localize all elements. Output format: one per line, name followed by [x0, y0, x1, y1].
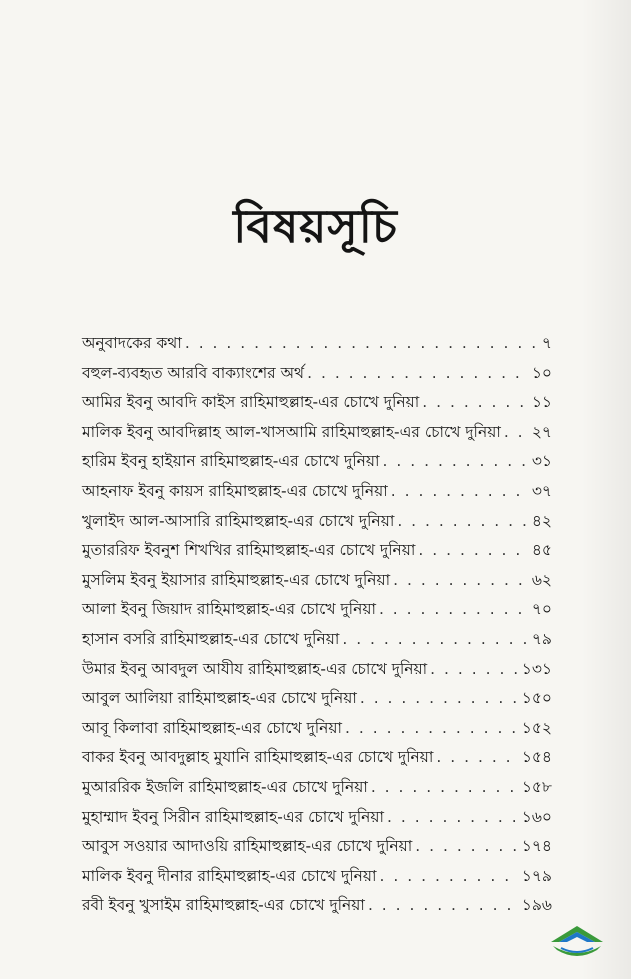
toc-leader-dots	[380, 869, 519, 885]
toc-leader-dots	[342, 632, 529, 648]
toc-page-number: ১৫৮	[521, 778, 552, 796]
toc-page-number: ৭০	[531, 600, 552, 619]
toc-page-number: ১০	[531, 363, 552, 382]
toc-leader-dots	[345, 721, 519, 737]
toc-leader-dots	[436, 750, 518, 766]
toc-leader-dots	[387, 810, 519, 826]
toc-entry-label: বাকর ইবনু আবদুল্লাহ মুযানি রাহিমাহুল্লাহ-এর চোখে দুনিয়া	[82, 748, 434, 767]
toc-entry	[82, 326, 552, 356]
toc-page-number: ৩৭	[531, 482, 552, 501]
toc-page-number: ১৫২	[521, 718, 552, 737]
toc-entry-label: অনুবাদকের কথা	[82, 334, 182, 353]
toc-entry	[82, 444, 552, 474]
toc-leader-dots	[391, 484, 529, 500]
toc-entry-label: মালিক ইবনু আবদিল্লাহ আল-খাসআমি রাহিমাহুল্লাহ-এর চোখে দুনিয়া	[82, 422, 501, 441]
toc-entry	[82, 563, 552, 593]
toc-entry	[82, 622, 552, 652]
toc-entry-label: বহুল-ব্যবহৃত আরবি বাক্যাংশের অর্থ	[82, 363, 305, 382]
toc-entry-label: মালিক ইবনু দীনার রাহিমাহুল্লাহ-এর চোখে দুনিয়া	[82, 866, 377, 885]
toc-entry-label: মুআররিক ইজলি রাহিমাহুল্লাহ-এর চোখে দুনিয়া	[82, 778, 368, 796]
toc-entry-label: আবুস সওয়ার আদাওয়ি রাহিমাহুল্লাহ-এর চোখে দুনিয়া	[82, 837, 413, 856]
toc-entry-label: আবুল আলিয়া রাহিমাহুল্লাহ-এর চোখে দুনিয়া	[82, 689, 357, 708]
toc-entry	[82, 415, 552, 445]
toc-page-number: ৩১	[531, 452, 552, 471]
toc-page-number: ৭৯	[531, 630, 552, 649]
page-edge-shadow	[581, 0, 631, 979]
toc-entry	[82, 652, 552, 682]
toc-leader-dots	[383, 454, 529, 470]
toc-entry	[82, 592, 552, 622]
toc-entry	[82, 888, 552, 918]
toc-entry	[82, 504, 552, 534]
toc-leader-dots	[397, 514, 529, 530]
toc-entry	[82, 711, 552, 741]
publisher-logo-icon	[547, 920, 607, 960]
toc-leader-dots	[368, 898, 519, 914]
toc-entry	[82, 385, 552, 415]
toc-leader-dots	[393, 573, 529, 589]
toc-page-number: ২৭	[531, 422, 552, 441]
toc-page-number: ১১	[531, 393, 552, 412]
toc-leader-dots	[504, 425, 529, 441]
toc-leader-dots	[360, 691, 519, 707]
toc-leader-dots	[418, 543, 528, 559]
toc-entry-label: হাসান বসরি রাহিমাহুল্লাহ-এর চোখে দুনিয়া	[82, 630, 340, 649]
toc-leader-dots	[371, 780, 519, 796]
toc-page-number: ১৫৪	[521, 748, 552, 767]
toc-entry-label: খুলাইদ আল-আসারি রাহিমাহুল্লাহ-এর চোখে দুনিয়া	[82, 511, 395, 530]
toc-page-number: ৬২	[531, 570, 552, 589]
toc-leader-dots	[422, 395, 529, 411]
toc-entry	[82, 829, 552, 859]
toc-entry	[82, 533, 552, 563]
toc-page-number: ৭	[541, 334, 552, 353]
toc-entry	[82, 681, 552, 711]
toc-leader-dots	[307, 366, 529, 382]
toc-page-number: ১৬০	[521, 807, 552, 826]
toc-page-number: ৪২	[531, 511, 552, 530]
toc-entry-label: আবূ কিলাবা রাহিমাহুল্লাহ-এর চোখে দুনিয়া	[82, 718, 343, 737]
toc-page-number: ১৯৬	[521, 896, 552, 915]
toc-leader-dots	[415, 839, 519, 855]
toc-entry-label: হারিম ইবনু হাইয়ান রাহিমাহুল্লাহ-এর চোখে দুনিয়া	[82, 452, 380, 471]
toc-page-number: ১৭৪	[521, 837, 552, 856]
toc-entry	[82, 740, 552, 770]
toc-entry-label: উমার ইবনু আবদুল আযীয রাহিমাহুল্লাহ-এর চোখে দুনিয়া	[82, 659, 428, 678]
toc-entry-label: আহনাফ ইবনু কায়স রাহিমাহুল্লাহ-এর চোখে দুনিয়া	[82, 482, 388, 501]
toc-page-number: ১৭৯	[521, 866, 552, 885]
toc-leader-dots	[185, 336, 539, 352]
toc-page-number: ১৫০	[521, 689, 552, 708]
toc-entry	[82, 770, 552, 800]
toc-entry-label: রবী ইবনু খুসাইম রাহিমাহুল্লাহ-এর চোখে দুনিয়া	[82, 896, 365, 915]
toc-entry	[82, 474, 552, 504]
toc-entry	[82, 859, 552, 889]
toc-entry	[82, 356, 552, 386]
toc-entry-label: মুহাম্মাদ ইবনু সিরীন রাহিমাহুল্লাহ-এর চোখে দুনিয়া	[82, 807, 385, 826]
toc-entry-label: আমির ইবনু আবদি কাইস রাহিমাহুল্লাহ-এর চোখে দুনিয়া	[82, 393, 420, 412]
toc-leader-dots	[379, 602, 529, 618]
toc-entry-label: মুসলিম ইবনু ইয়াসার রাহিমাহুল্লাহ-এর চোখে দুনিয়া	[82, 570, 391, 589]
toc-page-number: ১৩১	[521, 659, 552, 678]
toc-entry	[82, 800, 552, 830]
toc-entry-label: আলা ইবনু জিয়াদ রাহিমাহুল্লাহ-এর চোখে দুনিয়া	[82, 600, 376, 619]
table-of-contents	[82, 326, 552, 918]
toc-page-number: ৪৫	[531, 541, 552, 560]
page-title: বিষয়সূচি	[233, 199, 398, 253]
toc-leader-dots	[430, 662, 519, 678]
toc-entry-label: মুতাররিফ ইবনুশ শিখখির রাহিমাহুল্লাহ-এর চোখে দুনিয়া	[82, 541, 416, 560]
